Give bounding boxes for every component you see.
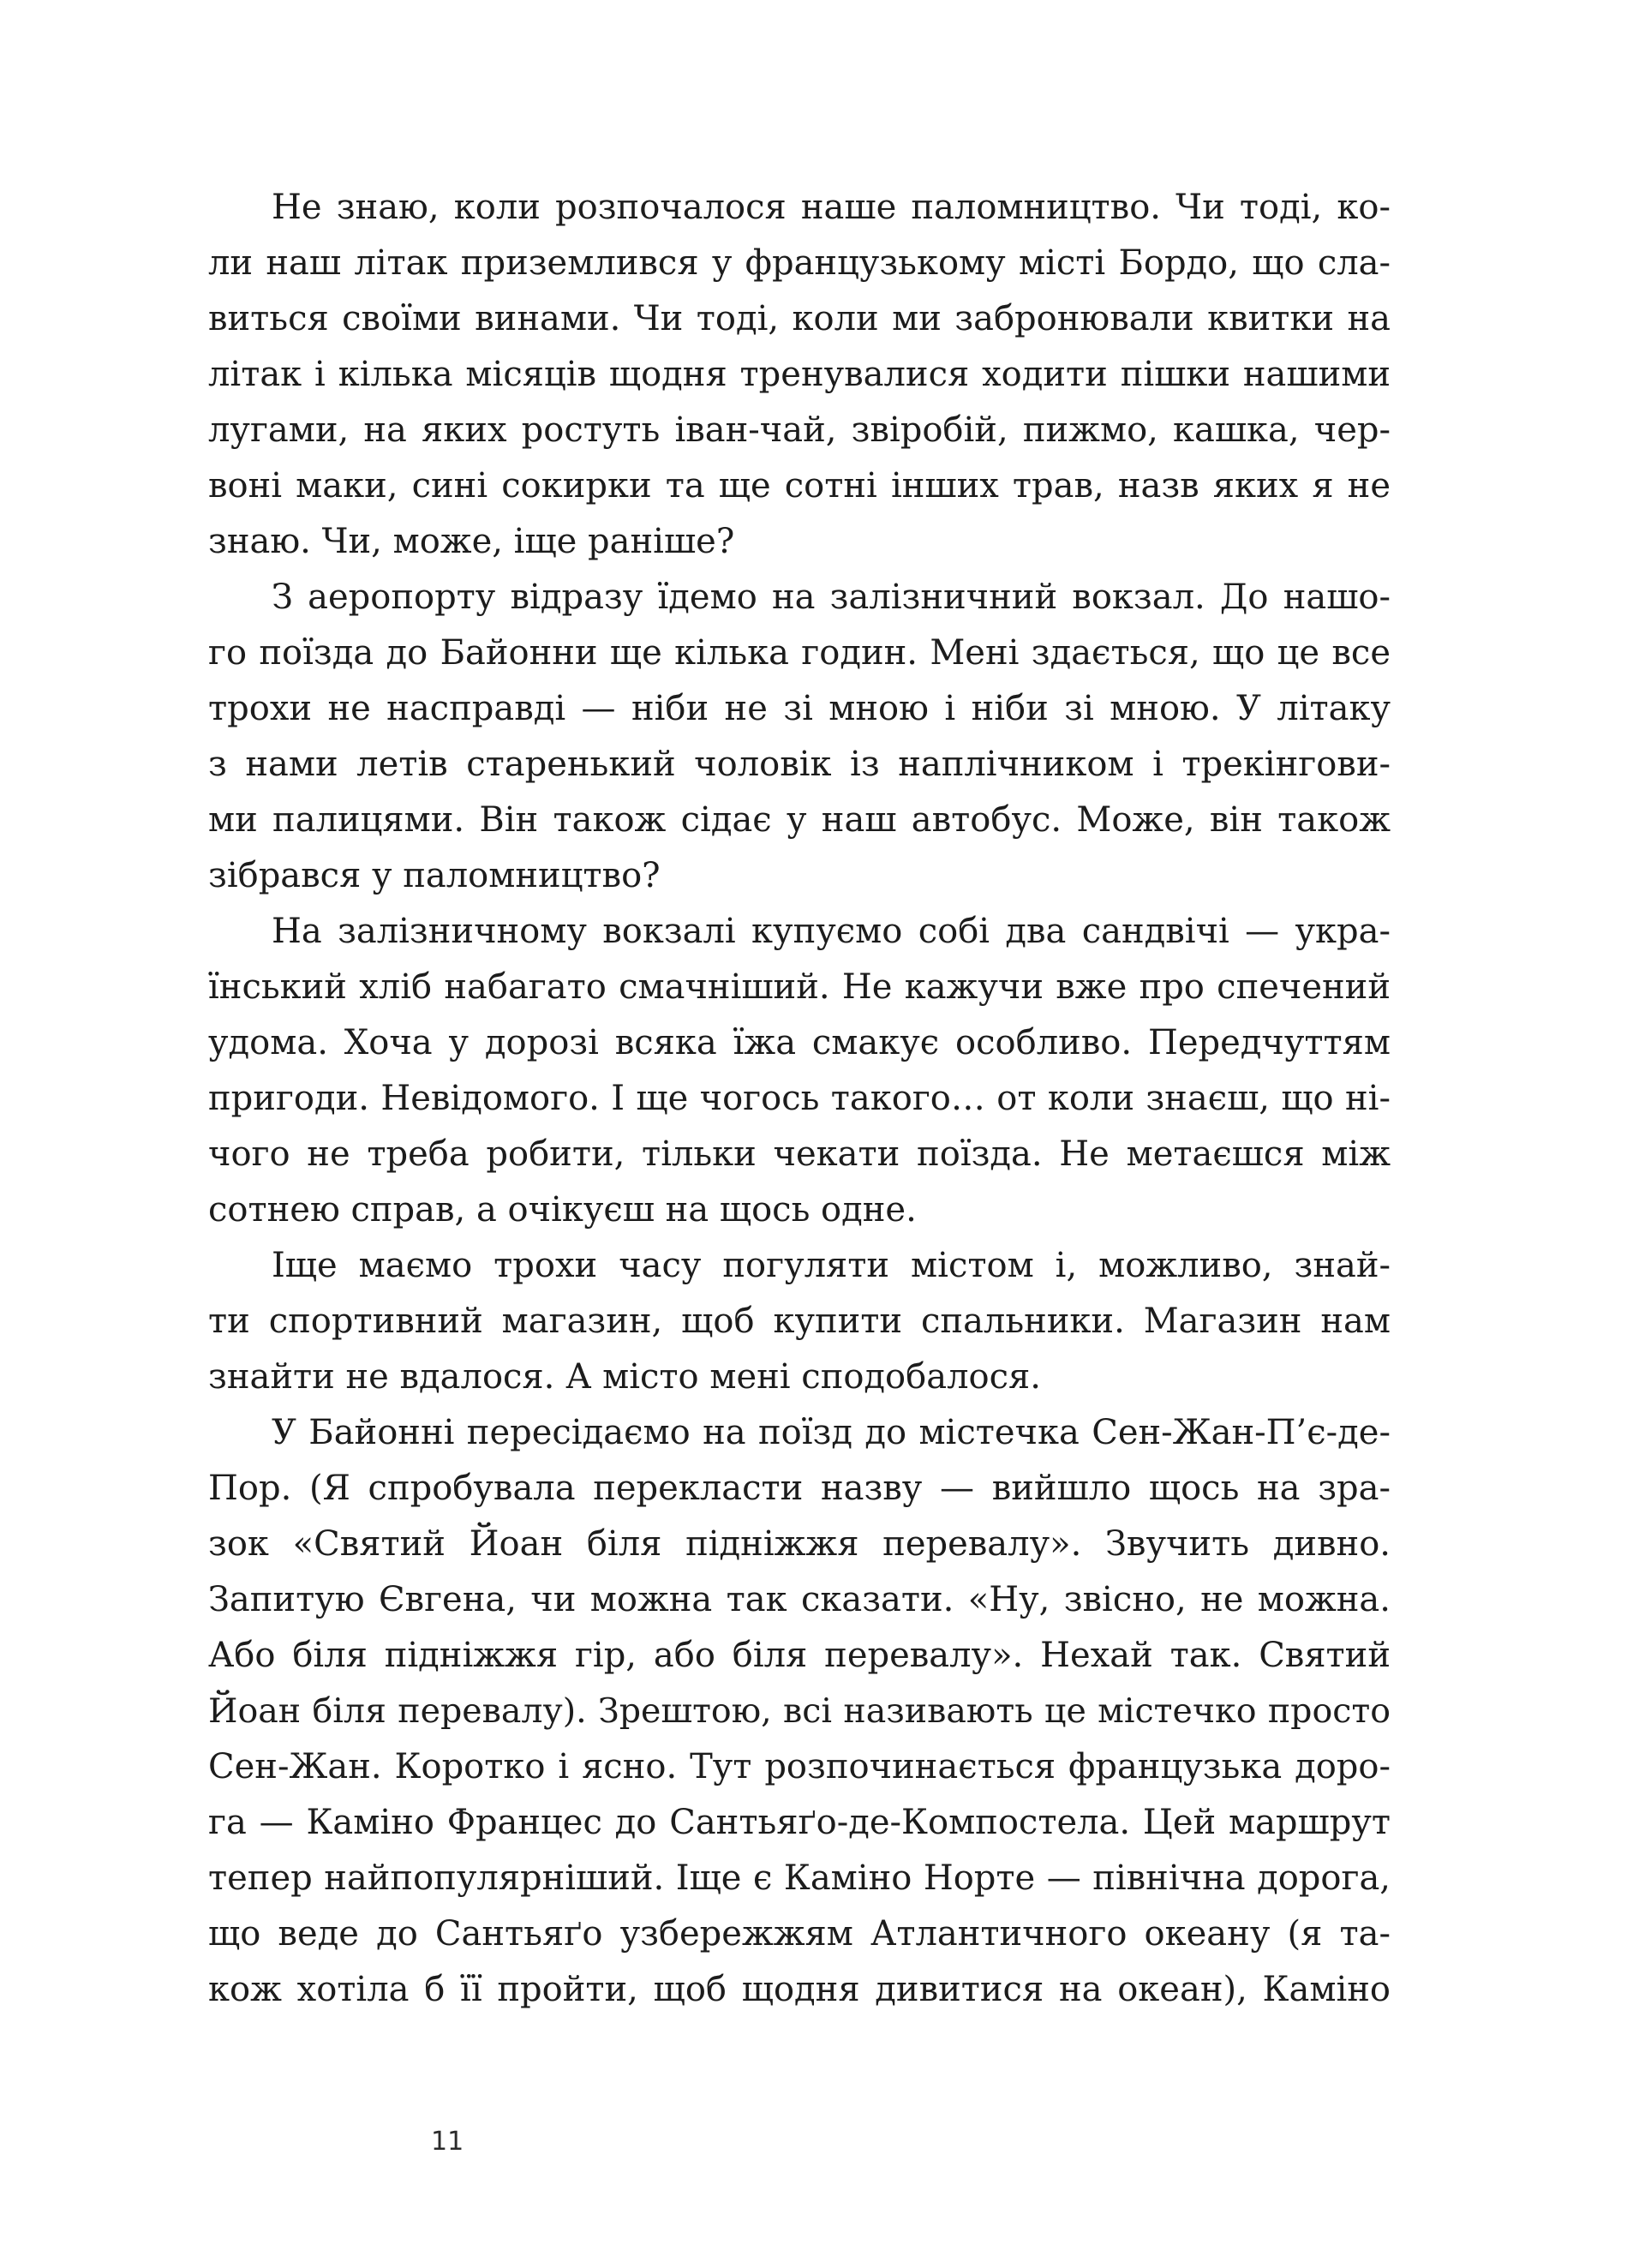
text-line: зок «Святий Йоан біля підніжжя перевалу». Звучить дивно.: [208, 1524, 1391, 1564]
text-line: що веде до Сантьяґо узбережжям Атлантичного океану (я та-: [208, 1914, 1391, 1954]
text-line: го поїзда до Байонни ще кілька годин. Мені здається, що це все: [208, 633, 1391, 673]
text-line: З аеропорту відразу їдемо на залізничний вокзал. До нашо-: [272, 577, 1391, 617]
text-line: знайти не вдалося. А місто мені сподобалося.: [208, 1357, 1041, 1397]
text-line: виться своїми винами. Чи тоді, коли ми забронювали квитки на: [208, 299, 1391, 338]
page-number: 11: [431, 2127, 464, 2157]
text-line: кож хотіла б її пройти, щоб щодня дивитися на океан), Каміно: [208, 1970, 1391, 2009]
text-line: У Байонні пересідаємо на поїзд до містечка Сен-Жан-П’є-де-: [272, 1413, 1391, 1452]
text-line: сотнею справ, а очікуєш на щось одне.: [208, 1190, 917, 1230]
text-line: знаю. Чи, може, іще раніше?: [208, 522, 735, 561]
text-line: Іще маємо трохи часу погуляти містом і, можливо, знай-: [272, 1246, 1391, 1285]
text-line: ли наш літак приземлився у французькому місті Бордо, що сла-: [208, 243, 1391, 283]
text-line: їнський хліб набагато смачніший. Не кажучи вже про спечений: [208, 967, 1391, 1007]
text-line: з нами летів старенький чоловік із наплічником і трекінгови-: [208, 745, 1391, 784]
text-line: літак і кілька місяців щодня тренувалися ходити пішки нашими: [208, 355, 1391, 394]
body-text: [208, 180, 1391, 2018]
text-line: ми палицями. Він також сідає у наш автобус. Може, він також: [208, 800, 1391, 840]
text-line: лугами, на яких ростуть іван-чай, звіробій, пижмо, кашка, чер-: [208, 410, 1391, 450]
text-line: Сен-Жан. Коротко і ясно. Тут розпочинається французька доро-: [208, 1747, 1391, 1786]
text-line: га — Каміно Францес до Сантьяґо-де-Компостела. Цей маршрут: [208, 1803, 1391, 1842]
text-line: На залізничному вокзалі купуємо собі два сандвічі — укра-: [272, 912, 1391, 951]
text-line: Запитую Євгена, чи можна так сказати. «Ну, звісно, не можна.: [208, 1580, 1391, 1619]
text-line: пригоди. Невідомого. І ще чогось такого… от коли знаєш, що ні-: [208, 1079, 1391, 1118]
text-line: Не знаю, коли розпочалося наше паломництво. Чи тоді, ко-: [272, 188, 1391, 227]
text-line: воні маки, сині сокирки та ще сотні інших трав, назв яких я не: [208, 466, 1391, 506]
text-line: Пор. (Я спробувала перекласти назву — вийшло щось на зра-: [208, 1469, 1391, 1508]
text-line: тепер найпопулярніший. Іще є Каміно Норте — північна дорога,: [208, 1858, 1391, 1898]
text-line: ти спортивний магазин, щоб купити спальники. Магазин нам: [208, 1302, 1391, 1341]
text-line: зібрався у паломництво?: [208, 856, 661, 895]
text-line: Або біля підніжжя гір, або біля перевалу». Нехай так. Святий: [208, 1636, 1391, 1675]
text-line: трохи не насправді — ніби не зі мною і ніби зі мною. У літаку: [208, 689, 1391, 728]
text-line: чого не треба робити, тільки чекати поїзда. Не метаєшся між: [208, 1134, 1391, 1174]
text-line: Йоан біля перевалу). Зрештою, всі називають це містечко просто: [208, 1691, 1391, 1731]
text-line: удома. Хоча у дорозі всяка їжа смакує особливо. Передчуттям: [208, 1023, 1391, 1062]
